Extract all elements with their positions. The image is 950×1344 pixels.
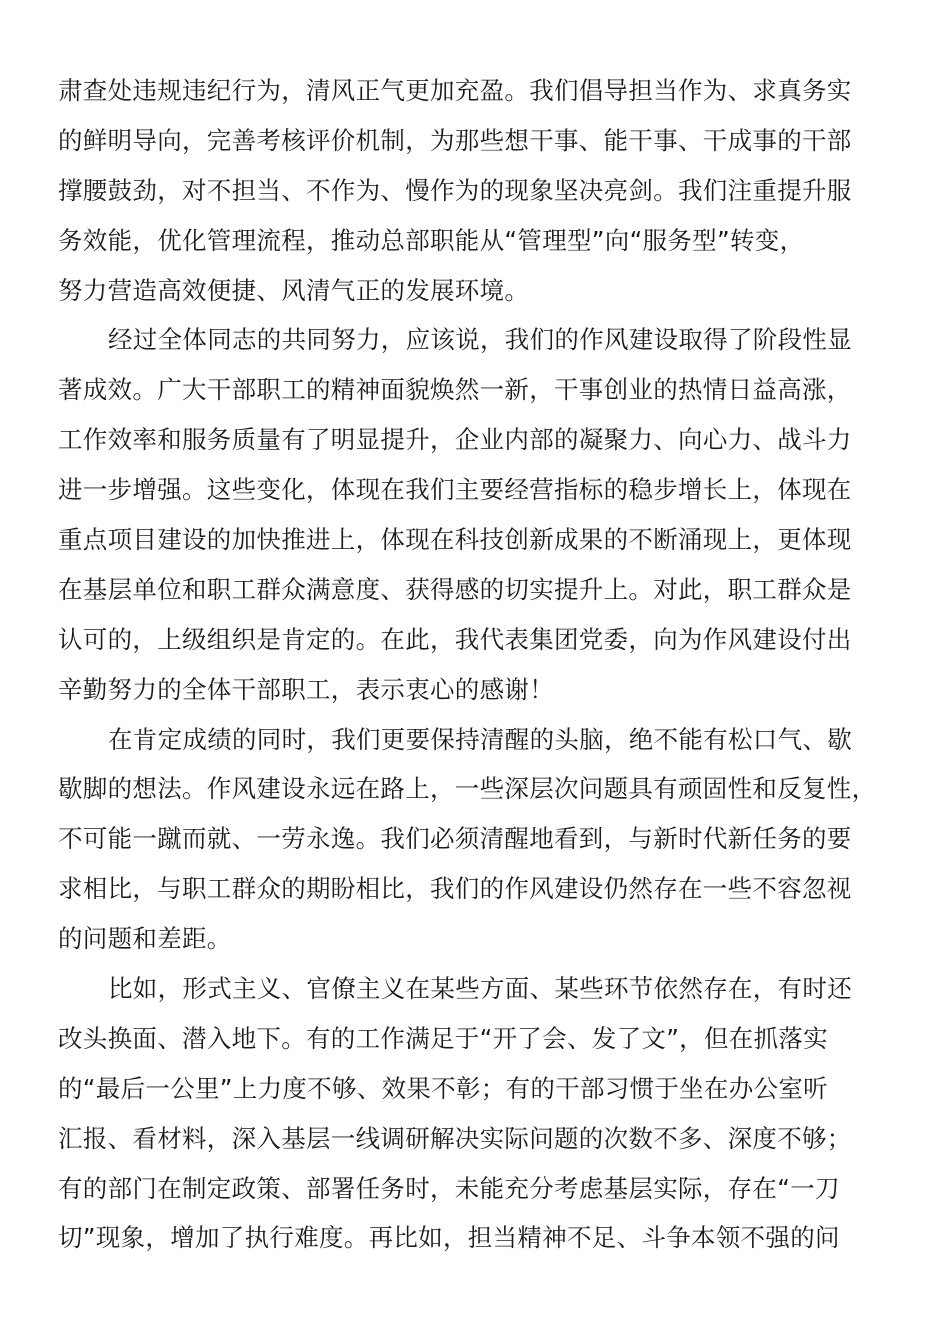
text-line: 务效能，优化管理流程，推动总部职能从“管理型”向“服务型”转变，: [58, 225, 805, 255]
text-line: 改头换面、潜入地下。有的工作满足于“开了会、发了文”，但在抓落实: [58, 1023, 828, 1053]
text-line: 认可的，上级组织是肯定的。在此，我代表集团党委，向为作风建设付出: [58, 624, 852, 654]
text-line: 求相比，与职工群众的期盼相比，我们的作风建设仍然存在一些不容忽视: [58, 874, 852, 904]
text-line: 重点项目建设的加快推进上，体现在科技创新成果的不断涌现上，更体现: [58, 525, 852, 555]
paragraph-3: [58, 715, 894, 964]
text-line: 辛勤努力的全体干部职工，表示衷心的感谢！: [58, 674, 554, 704]
text-line: 努力营造高效便捷、风清气正的发展环境。: [58, 275, 530, 305]
text-line: 汇报、看材料，深入基层一线调研解决实际问题的次数不多、深度不够；: [58, 1123, 852, 1153]
paragraph-1: [58, 66, 894, 315]
text-line: 经过全体同志的共同努力，应该说，我们的作风建设取得了阶段性显: [108, 325, 852, 355]
text-line: 切”现象，增加了执行难度。再比如，担当精神不足、斗争本领不强的问: [58, 1223, 840, 1253]
paragraph-4: [58, 964, 894, 1263]
text-line: 肃查处违规违纪行为，清风正气更加充盈。我们倡导担当作为、求真务实: [58, 76, 852, 105]
text-line: 比如，形式主义、官僚主义在某些方面、某些环节依然存在，有时还: [108, 974, 852, 1004]
body-text: [58, 66, 894, 1263]
text-line: 进一步增强。这些变化，体现在我们主要经营指标的稳步增长上，体现在: [58, 475, 852, 505]
text-line: 在肯定成绩的同时，我们更要保持清醒的头脑，绝不能有松口气、歇: [108, 724, 852, 754]
paragraph-2: [58, 315, 894, 714]
text-line: 工作效率和服务质量有了明显提升，企业内部的凝聚力、向心力、战斗力: [58, 425, 852, 455]
text-line: 不可能一蹴而就、一劳永逸。我们必须清醒地看到，与新时代新任务的要: [58, 824, 852, 854]
text-line: 有的部门在制定政策、部署任务时，未能充分考虑基层实际，存在“一刀: [58, 1173, 840, 1203]
text-line: 歇脚的想法。作风建设永远在路上，一些深层次问题具有顽固性和反复性，: [58, 774, 877, 804]
text-line: 的问题和差距。: [58, 924, 232, 954]
text-line: 撑腰鼓劲，对不担当、不作为、慢作为的现象坚决亮剑。我们注重提升服: [58, 175, 852, 205]
text-line: 的“最后一公里”上力度不够、效果不彰；有的干部习惯于坐在办公室听: [58, 1073, 828, 1103]
text-line: 著成效。广大干部职工的精神面貌焕然一新，干事创业的热情日益高涨，: [58, 375, 852, 405]
text-line: 在基层单位和职工群众满意度、获得感的切实提升上。对此，职工群众是: [58, 574, 852, 604]
text-line: 的鲜明导向，完善考核评价机制，为那些想干事、能干事、干成事的干部: [58, 125, 852, 155]
